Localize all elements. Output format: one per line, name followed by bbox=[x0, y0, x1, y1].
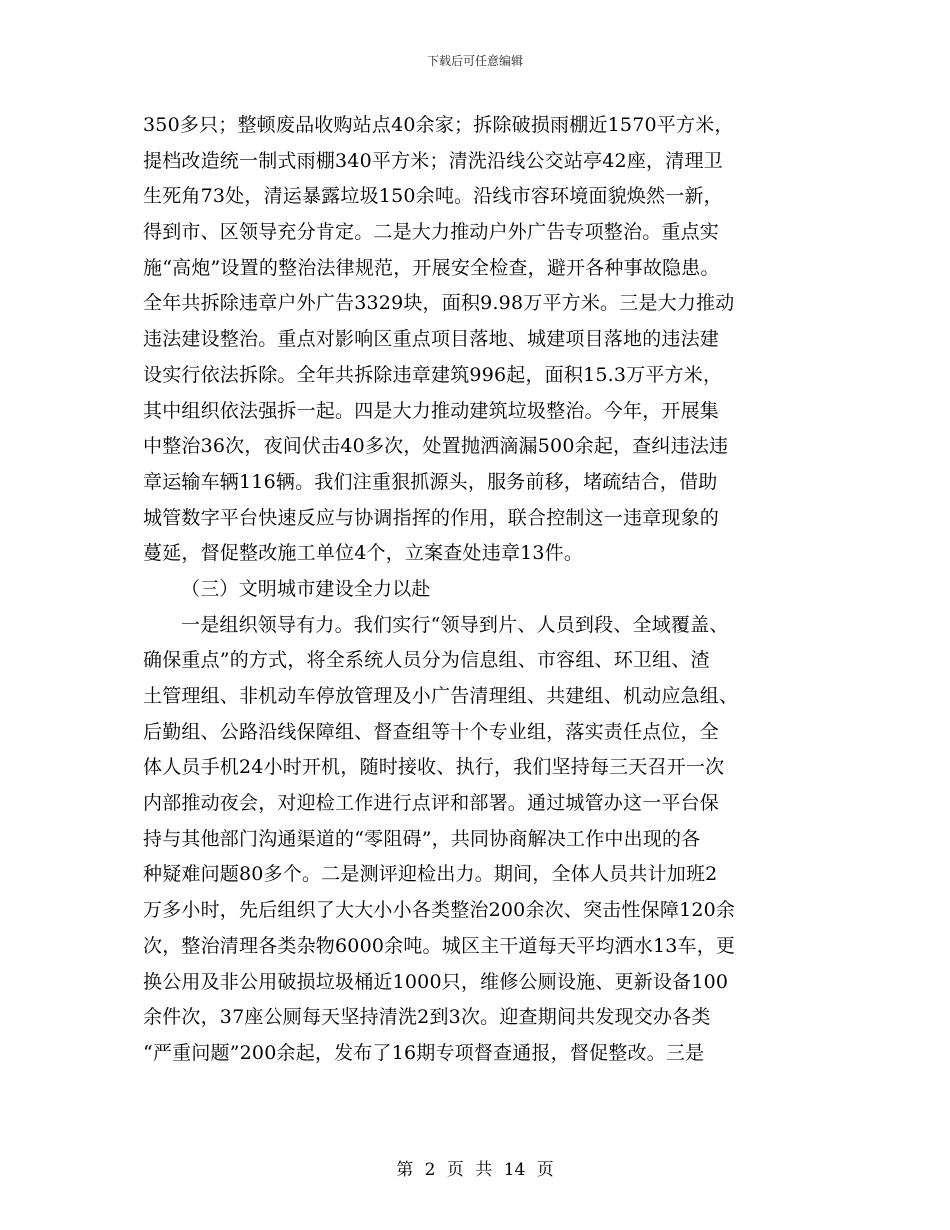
paragraph-line: 设实行依法拆除。全年共拆除违章建筑996起，面积15.3万平方米， bbox=[143, 363, 723, 386]
page-header-note: 下载后可任意编辑 bbox=[426, 54, 523, 68]
paragraph-line: 余件次，37座公厕每天坚持清洗2到3次。迎查期间共发现交办各类 bbox=[143, 1006, 711, 1029]
page-number-footer: 第 2 页 共 14 页 bbox=[396, 1160, 554, 1180]
paragraph-line: 确保重点”的方式，将全系统人员分为信息组、市容组、环卫组、渣 bbox=[143, 649, 710, 672]
paragraph-line: 得到市、区领导充分肯定。二是大力推动户外广告专项整治。重点实 bbox=[143, 221, 720, 244]
paragraph-line: 蔓延，督促整改施工单位4个，立案查处违章13件。 bbox=[143, 542, 584, 565]
paragraph-line: 350多只；整顿废品收购站点40余家；拆除破损雨棚近1570平方米， bbox=[143, 114, 734, 136]
paragraph-line: 换公用及非公用破损垃圾桶近1000只，维修公厕设施、更新设备100 bbox=[143, 970, 729, 993]
paragraph-line: 章运输车辆116辆。我们注重狠抓源头，服务前移，堵疏结合，借助 bbox=[143, 470, 718, 493]
paragraph-line: 后勤组、公路沿线保障组、督查组等十个专业组，落实责任点位，全 bbox=[143, 720, 720, 743]
paragraph-line: 全年共拆除违章户外广告3329块，面积9.98万平方米。三是大力推动 bbox=[143, 292, 735, 315]
paragraph-line: 次，整治清理各类杂物6000余吨。城区主干道每天平均洒水13车，更 bbox=[143, 934, 736, 957]
paragraph-line: 内部推动夜会，对迎检工作进行点评和部署。通过城管办这一平台保 bbox=[143, 792, 720, 815]
paragraph-line: 中整治36次，夜间伏击40多次，处置抛洒滴漏500余起，查纠违法违 bbox=[143, 435, 729, 458]
paragraph-line: 违法建设整治。重点对影响区重点项目落地、城建项目落地的违法建 bbox=[143, 328, 720, 351]
paragraph-line: 城管数字平台快速反应与协调指挥的作用，联合控制这一违章现象的 bbox=[143, 506, 720, 529]
document-body bbox=[143, 108, 813, 1072]
section-heading: （三）文明城市建设全力以赴 bbox=[181, 577, 431, 600]
paragraph-line: 万多小时，先后组织了大大小小各类整治200余次、突击性保障120余 bbox=[143, 899, 736, 922]
paragraph-line: 提档改造统一制式雨棚340平方米；清洗沿线公交站亭42座，清理卫 bbox=[143, 149, 723, 172]
paragraph-line: “严重问题”200余起，发布了16期专项督查通报，督促整改。三是 bbox=[143, 1041, 705, 1064]
paragraph-line: 一是组织领导有力。我们实行“领导到片、人员到段、全域覆盖、 bbox=[181, 613, 729, 636]
paragraph-line: 持与其他部门沟通渠道的“零阻碍”，共同协商解决工作中出现的各 bbox=[143, 827, 701, 850]
paragraph-line: 种疑难问题80多个。二是测评迎检出力。期间，全体人员共计加班2 bbox=[143, 863, 718, 886]
paragraph-line: 生死角73处，清运暴露垃圾150余吨。沿线市容环境面貌焕然一新， bbox=[143, 185, 723, 208]
paragraph-line: 其中组织依法强拆一起。四是大力推动建筑垃圾整治。今年，开展集 bbox=[143, 399, 720, 422]
paragraph-line: 体人员手机24小时开机，随时接收、执行，我们坚持每三天召开一次 bbox=[143, 756, 725, 779]
paragraph-line: 施“高炮”设置的整治法律规范，开展安全检查，避开各种事故隐患。 bbox=[143, 256, 720, 279]
paragraph-line: 土管理组、非机动车停放管理及小广告清理组、共建组、机动应急组、 bbox=[143, 685, 739, 707]
